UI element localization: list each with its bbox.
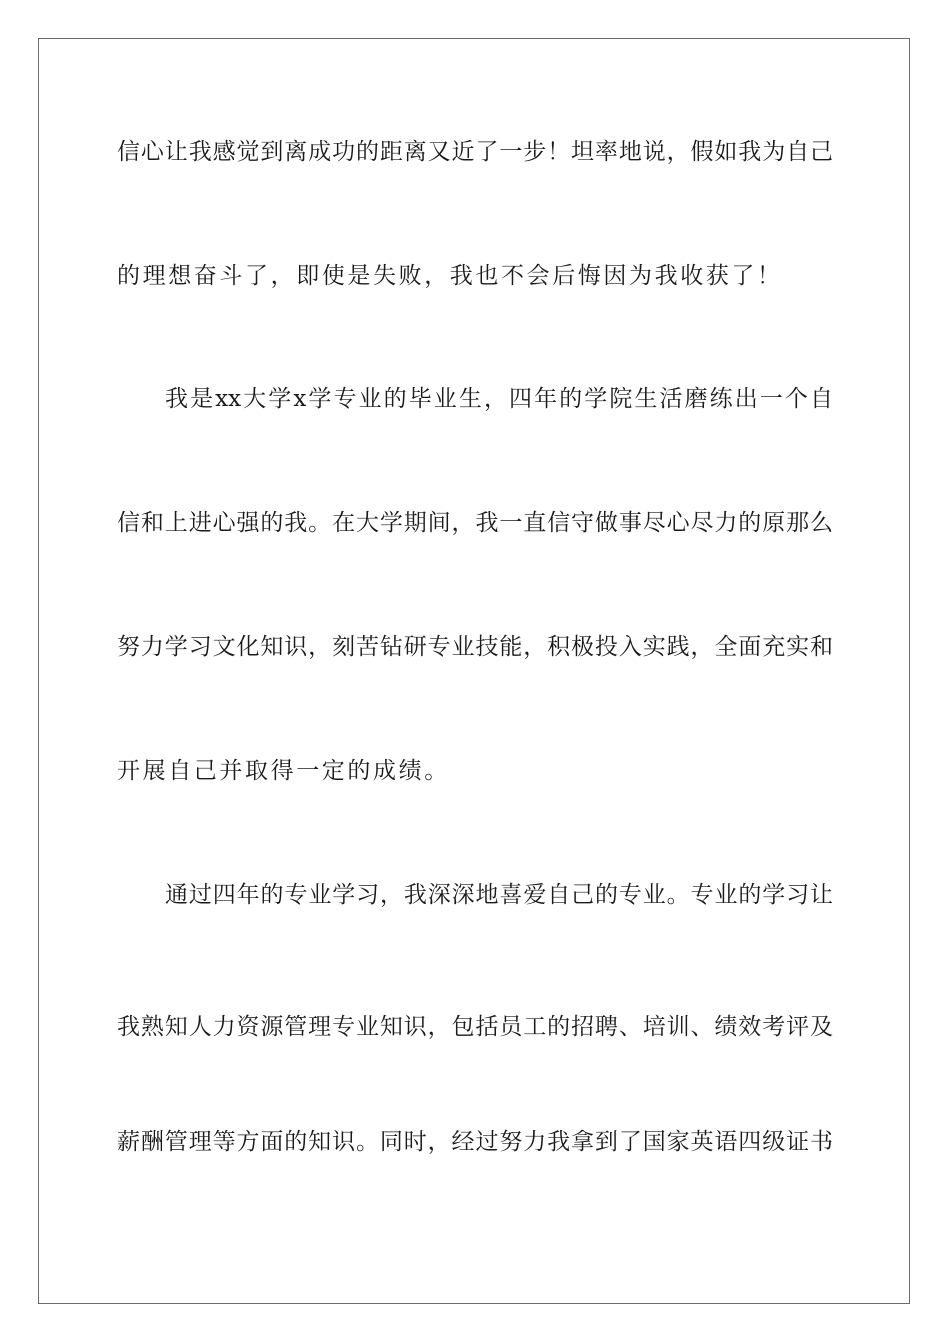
text-line: 我熟知人力资源管理专业知识，包括员工的招聘、培训、绩效考评及 <box>117 1014 833 1040</box>
page-border <box>38 38 910 1304</box>
text-line: 的理想奋斗了，即使是失败，我也不会后悔因为我收获了！ <box>117 263 783 289</box>
text-line: 通过四年的专业学习，我深深地喜爱自己的专业。专业的学习让 <box>165 882 833 908</box>
text-line: 开展自己并取得一定的成绩。 <box>117 758 450 784</box>
text-line: 信心让我感觉到离成功的距离又近了一步！坦率地说，假如我为自己 <box>117 139 833 165</box>
text-line: 薪酬管理等方面的知识。同时，经过努力我拿到了国家英语四级证书 <box>117 1129 833 1155</box>
text-line: 努力学习文化知识，刻苦钻研专业技能，积极投入实践，全面充实和 <box>117 634 833 660</box>
text-line: 我是xx大学x学专业的毕业生，四年的学院生活磨练出一个自 <box>165 386 833 412</box>
text-line: 信和上进心强的我。在大学期间，我一直信守做事尽心尽力的原那么 <box>117 510 833 536</box>
